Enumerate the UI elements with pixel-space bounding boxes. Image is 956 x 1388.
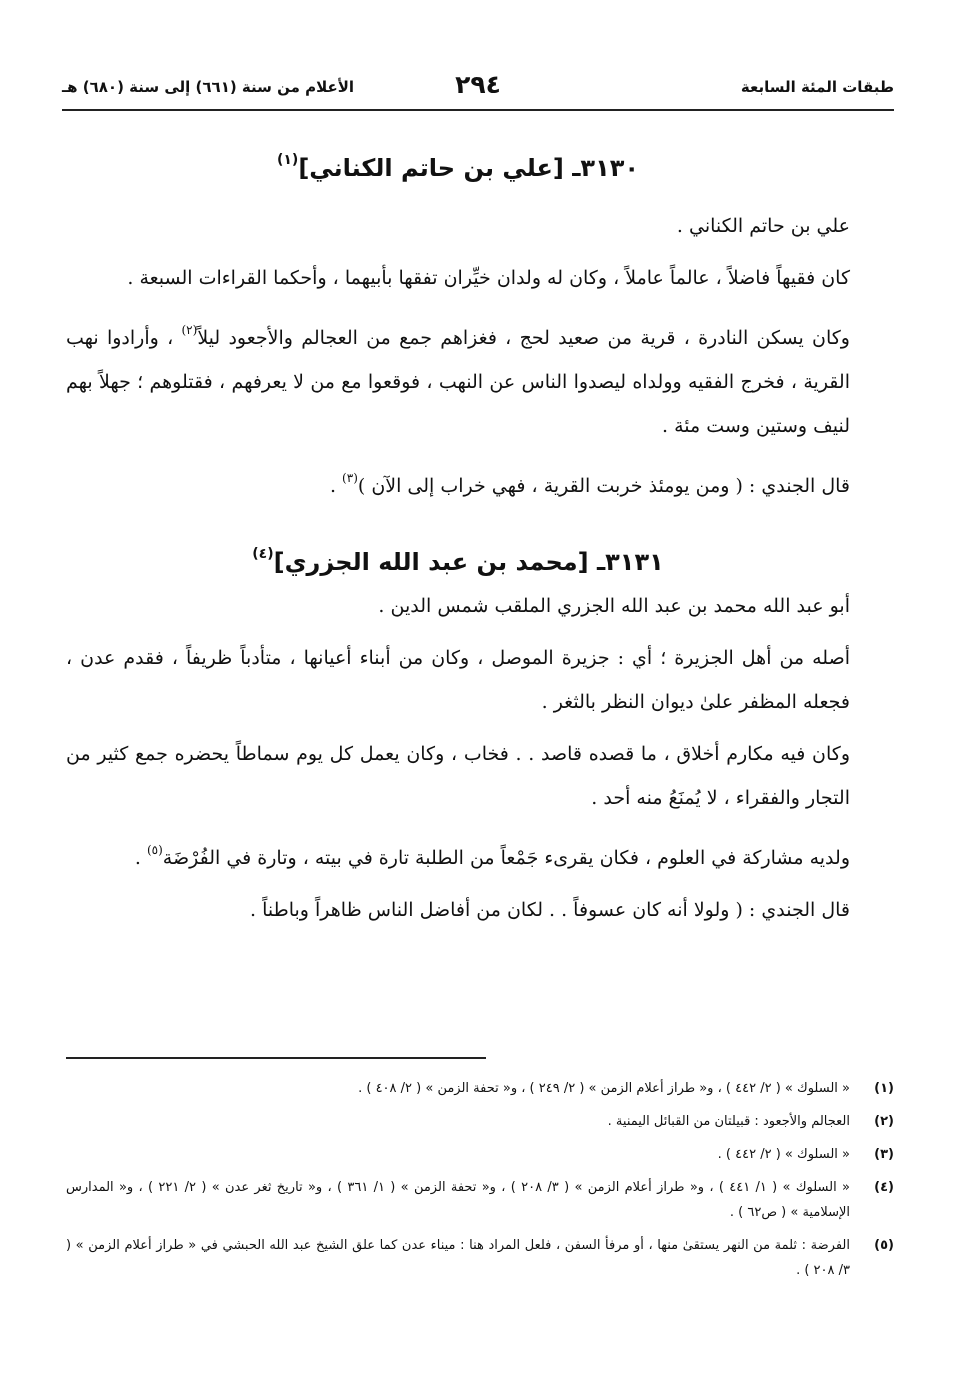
footnote-number: (٣) — [874, 1147, 894, 1162]
header-period: الأعلام من سنة (٦٦١) إلى سنة (٦٨٠) هـ — [62, 78, 355, 96]
footnote-text: العجالم والأجعود : قبيلتان من القبائل اليمنية . — [607, 1114, 850, 1129]
paragraph-text: قال الجندي : ( ومن يومئذ خربت القرية ، فهي خراب إلى الآن ) — [357, 475, 850, 497]
footnote-number: (٢) — [874, 1114, 894, 1129]
entry-3131-quote: قال الجندي : ( ولولا أنه كان عسوفاً . . لكان من أفاضل الناس ظاهراً وباطناً . — [250, 899, 850, 921]
footnote-text: « السلوك » ( ١/ ٤٤١ ) ، و« طراز أعلام الزمن » ( ٣/ ٢٠٨ ) ، و« تحفة الزمن » ( ١/ ٣٦١ ) ، و« تاريخ ثغر عدن » ( ٢/ ٢٢١ ) ، و« المدارس الإسلامية » ( ص٦٢ ) . — [66, 1180, 850, 1220]
footnotes — [66, 1076, 894, 1291]
entry-3130-paragraph-2 — [66, 308, 850, 448]
entry-3131-name: أبو عبد الله محمد بن عبد الله الجزري الملقب شمس الدين . — [378, 595, 850, 617]
running-header — [62, 70, 894, 104]
footnote-ref-2: (٢) — [181, 323, 198, 337]
footnote-rule — [66, 1057, 486, 1059]
footnote-ref-5: (٥) — [146, 843, 163, 857]
header-section-title: طبقات المئة السابعة — [740, 78, 894, 96]
footnote-number: (٤) — [874, 1180, 894, 1195]
entry-footnote-ref: (٤) — [252, 546, 274, 562]
footnote-text: « السلوك » ( ٢/ ٤٤٢ ) . — [717, 1147, 850, 1162]
footnote — [66, 1076, 894, 1101]
paragraph-text: ولديه مشاركة في العلوم ، فكان يقرىء جَمْعاً من الطلبة تارة في بيته ، وتارة في الفُرْضَة — [162, 847, 850, 869]
header-rule — [62, 109, 894, 111]
main-text — [66, 140, 850, 940]
entry-3130-name: علي بن حاتم الكناني . — [676, 215, 850, 237]
footnote — [66, 1109, 894, 1134]
paragraph-text: ، وأرادوا نهب القرية ، فخرج الفقيه وولداه ليصدوا الناس عن النهب ، فوقعوا مع من لا يعرفهم ، فقتلوهم ؛ جهلاً بهم لنيف وستين وست مئة . — [66, 327, 850, 437]
footnote-text: الفرضة : ثلمة من النهر يستقىٰ منها ، أو مرفأ السفن ، فلعل المراد هنا : ميناء عدن كما علق الشيخ عبد الله الحبشي في « طراز أعلام الزمن » ( ٣/ ٢٠٨ ) . — [66, 1238, 850, 1278]
footnote-number: (٥) — [874, 1238, 894, 1253]
entry-title-text: ٣١٣١ـ [محمد بن عبد الله الجزري] — [273, 548, 664, 576]
entry-3131-paragraph-3 — [66, 828, 850, 880]
page-number: ٢٩٤ — [455, 70, 501, 99]
entry-3130-paragraph-1: كان فقيهاً فاضلاً ، عالماً عاملاً ، وكان له ولدان خيِّران تفقها بأبيهما ، وأحكما القراءات السبعة . — [127, 267, 850, 289]
footnote-number: (١) — [874, 1081, 894, 1096]
footnote-text: « السلوك » ( ٢/ ٤٤٢ ) ، و« طراز أعلام الزمن » ( ٢/ ٢٤٩ ) ، و« تحفة الزمن » ( ٢/ ٤٠٨ ) . — [358, 1081, 850, 1096]
entry-3131-paragraph-2: وكان فيه مكارم أخلاق ، ما قصده قاصد . . فخاب ، وكان يعمل كل يوم سماطاً يحضره جمع كثير من التجار والفقراء ، لا يُمنَعُ منه أحد . — [66, 743, 850, 809]
footnote — [66, 1175, 894, 1225]
paragraph-text: وكان يسكن النادرة ، قرية من صعيد لحج ، فغزاهم جمع من العجالم والأجعود ليلاً — [197, 327, 850, 349]
footnote — [66, 1233, 894, 1283]
footnote-ref-3: (٣) — [342, 471, 358, 485]
paragraph-text: . — [329, 475, 343, 497]
entry-3130-quote — [66, 456, 850, 508]
entry-3130-title — [66, 140, 850, 204]
entry-footnote-ref: (١) — [276, 152, 299, 168]
paragraph-text: . — [134, 847, 147, 869]
entry-3131-paragraph-1: أصله من أهل الجزيرة ؛ أي : جزيرة الموصل ، وكان من أبناء أعيانها ، متأدباً ظريفاً ، فقدم عدن ، فجعله المظفر علىٰ ديوان النظر بالثغر . — [66, 647, 850, 713]
entry-title-text: ٣١٣٠ـ [علي بن حاتم الكناني] — [298, 154, 640, 182]
entry-3131-title — [66, 534, 850, 584]
footnote — [66, 1142, 894, 1167]
